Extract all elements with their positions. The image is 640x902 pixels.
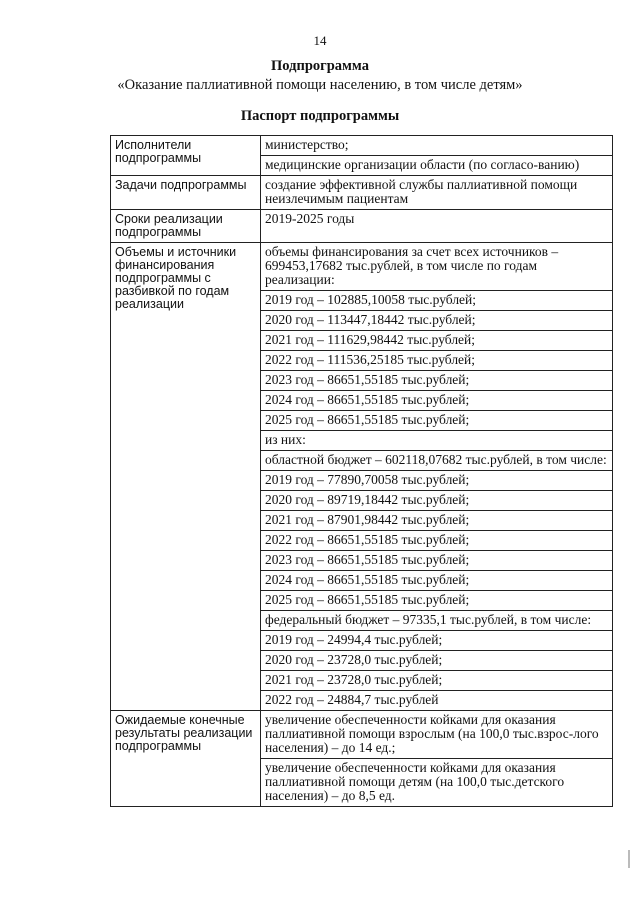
value-line: 2025 год – 86651,55185 тыс.рублей; (261, 590, 612, 610)
passport-row (111, 136, 613, 176)
value-line: 2019 год – 24994,4 тыс.рублей; (261, 630, 612, 650)
row-values (261, 210, 613, 243)
value-line: увеличение обеспеченности койками для оказания паллиативной помощи взрослым (на 100,0 тыс.взрос-лого населения) – до 14 ед.; (265, 712, 599, 755)
passport-title: Паспорт подпрограммы (240, 108, 400, 124)
value-line: объемы финансирования за счет всех источников – 699453,17682 тыс.рублей, в том числе по годам реализации: (265, 244, 559, 287)
scan-artifact (628, 850, 630, 868)
row-values (261, 711, 613, 807)
value-line: 2019 год – 77890,70058 тыс.рублей; (261, 470, 612, 490)
value-line: 2023 год – 86651,55185 тыс.рублей; (261, 370, 612, 390)
passport-row (111, 210, 613, 243)
value-line: 2019-2025 годы (265, 211, 355, 226)
value-line: из них: (261, 430, 612, 450)
passport-row (111, 243, 613, 711)
row-values (261, 243, 613, 711)
value-line: 2021 год – 111629,98442 тыс.рублей; (261, 330, 612, 350)
value-line: 2023 год – 86651,55185 тыс.рублей; (261, 550, 612, 570)
row-values (261, 176, 613, 210)
value-line: 2020 год – 23728,0 тыс.рублей; (261, 650, 612, 670)
value-line: 2024 год – 86651,55185 тыс.рублей; (261, 390, 612, 410)
value-line: создание эффективной службы паллиативной помощи неизлечимым пациентам (265, 177, 578, 206)
value-line: 2020 год – 89719,18442 тыс.рублей; (261, 490, 612, 510)
value-line: 2022 год – 24884,7 тыс.рублей (261, 690, 612, 710)
document-heading: Подпрограмма (271, 58, 369, 74)
value-line: 2020 год – 113447,18442 тыс.рублей; (261, 310, 612, 330)
row-values (261, 136, 613, 176)
value-line: 2021 год – 87901,98442 тыс.рублей; (261, 510, 612, 530)
value-line: медицинские организации области (по согласо-ванию) (261, 155, 612, 175)
value-line: увеличение обеспеченности койками для оказания паллиативной помощи детям (на 100,0 тыс.детского населения) – до 8,5 ед. (261, 758, 612, 806)
passport-row (111, 711, 613, 807)
value-line: министерство; (265, 137, 349, 152)
row-label: Сроки реализации подпрограммы (111, 210, 261, 243)
row-label: Исполнители подпрограммы (111, 136, 261, 176)
value-line: 2022 год – 86651,55185 тыс.рублей; (261, 530, 612, 550)
page-number: 14 (313, 33, 327, 48)
value-line: 2019 год – 102885,10058 тыс.рублей; (261, 290, 612, 310)
passport-row (111, 176, 613, 210)
value-line: 2025 год – 86651,55185 тыс.рублей; (261, 410, 612, 430)
row-label: Ожидаемые конечные результаты реализации подпрограммы (111, 711, 261, 807)
passport-table (110, 135, 613, 807)
row-label: Задачи подпрограммы (111, 176, 261, 210)
row-label: Объемы и источники финансирования подпрограммы с разбивкой по годам реализации (111, 243, 261, 711)
value-line: областной бюджет – 602118,07682 тыс.рублей, в том числе: (261, 450, 612, 470)
value-line: 2021 год – 23728,0 тыс.рублей; (261, 670, 612, 690)
document-subheading: «Оказание паллиативной помощи населению, в том числе детям» (117, 77, 523, 93)
value-line: федеральный бюджет – 97335,1 тыс.рублей, в том числе: (261, 610, 612, 630)
value-line: 2022 год – 111536,25185 тыс.рублей; (261, 350, 612, 370)
value-line: 2024 год – 86651,55185 тыс.рублей; (261, 570, 612, 590)
